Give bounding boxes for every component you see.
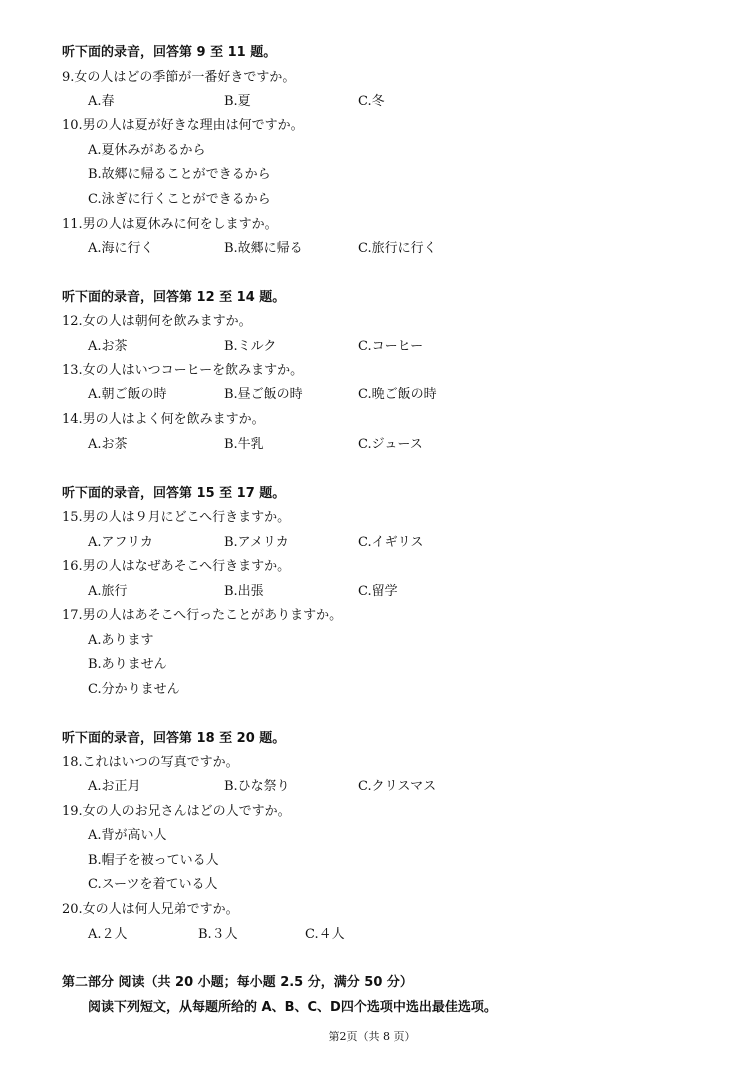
question-10: 10.男の人は夏が好きな理由は何ですか。 (62, 118, 304, 133)
question-19: 19.女の人のお兄さんはどの人ですか。 (62, 804, 291, 819)
option-b: B.アメリカ (224, 535, 289, 550)
question-17: 17.男の人はあそこへ行ったことがありますか。 (62, 608, 343, 623)
question-12: 12.女の人は朝何を飲みますか。 (62, 314, 252, 329)
option-a: A.朝ご飯の時 (88, 387, 167, 402)
option-c: C.イギリス (358, 535, 424, 550)
option-b: B.帽子を被っている人 (88, 853, 219, 868)
question-16: 16.男の人はなぜあそこへ行きますか。 (62, 559, 291, 574)
option-b: B.故郷に帰ることができるから (88, 167, 271, 182)
option-a: A.あります (88, 633, 154, 648)
option-a: A.旅行 (88, 584, 128, 599)
option-c: C.旅行に行く (358, 241, 437, 256)
page-footer: 第2页（共 8 页） (328, 1030, 416, 1043)
option-a: A.お茶 (88, 339, 128, 354)
option-c: C.クリスマス (358, 779, 437, 794)
question-11: 11.男の人は夏休みに何をしますか。 (62, 217, 278, 232)
option-b: B.３人 (198, 927, 238, 942)
question-15: 15.男の人は９月にどこへ行きますか。 (62, 510, 291, 525)
option-b: B.故郷に帰る (224, 241, 303, 256)
option-c: C.分かりません (88, 682, 180, 697)
section-heading: 听下面的录音，回答第 9 至 11 题。 (62, 45, 277, 60)
option-b: B.ひな祭り (224, 779, 290, 794)
option-a: A.２人 (88, 927, 128, 942)
option-b: B.ありません (88, 657, 167, 672)
option-c: C.晩ご飯の時 (358, 387, 437, 402)
option-c: C.泳ぎに行くことができるから (88, 192, 271, 207)
option-a: A.アフリカ (88, 535, 153, 550)
option-b: B.出張 (224, 584, 264, 599)
question-18: 18.これはいつの写真ですか。 (62, 755, 239, 770)
question-14: 14.男の人はよく何を飲みますか。 (62, 412, 265, 427)
option-c: C.コーヒー (358, 339, 424, 354)
question-13: 13.女の人はいつコーヒーを飲みますか。 (62, 363, 304, 378)
option-b: B.牛乳 (224, 437, 264, 452)
question-9: 9.女の人はどの季節が一番好きですか。 (62, 70, 296, 85)
part2-title: 第二部分 阅读（共 20 小题；每小题 2.5 分，满分 50 分） (62, 975, 413, 990)
option-a: A.お茶 (88, 437, 128, 452)
option-b: B.昼ご飯の時 (224, 387, 303, 402)
section-heading: 听下面的录音，回答第 15 至 17 题。 (62, 486, 286, 501)
question-20: 20.女の人は何人兄弟ですか。 (62, 902, 239, 917)
option-c: C.スーツを着ている人 (88, 877, 218, 892)
option-a: A.お正月 (88, 779, 141, 794)
option-a: A.背が高い人 (88, 828, 167, 843)
option-c: C.ジュース (358, 437, 423, 452)
option-c: C.冬 (358, 94, 385, 109)
option-c: C.４人 (305, 927, 345, 942)
option-b: B.ミルク (224, 339, 277, 354)
option-a: A.春 (88, 94, 115, 109)
option-a: A.夏休みがあるから (88, 143, 206, 158)
part2-instruction: 阅读下列短文，从每题所给的 A、B、C、D四个选项中选出最佳选项。 (88, 1000, 497, 1015)
option-c: C.留学 (358, 584, 398, 599)
option-a: A.海に行く (88, 241, 154, 256)
section-heading: 听下面的录音，回答第 18 至 20 题。 (62, 731, 286, 746)
section-heading: 听下面的录音，回答第 12 至 14 题。 (62, 290, 286, 305)
option-b: B.夏 (224, 94, 251, 109)
